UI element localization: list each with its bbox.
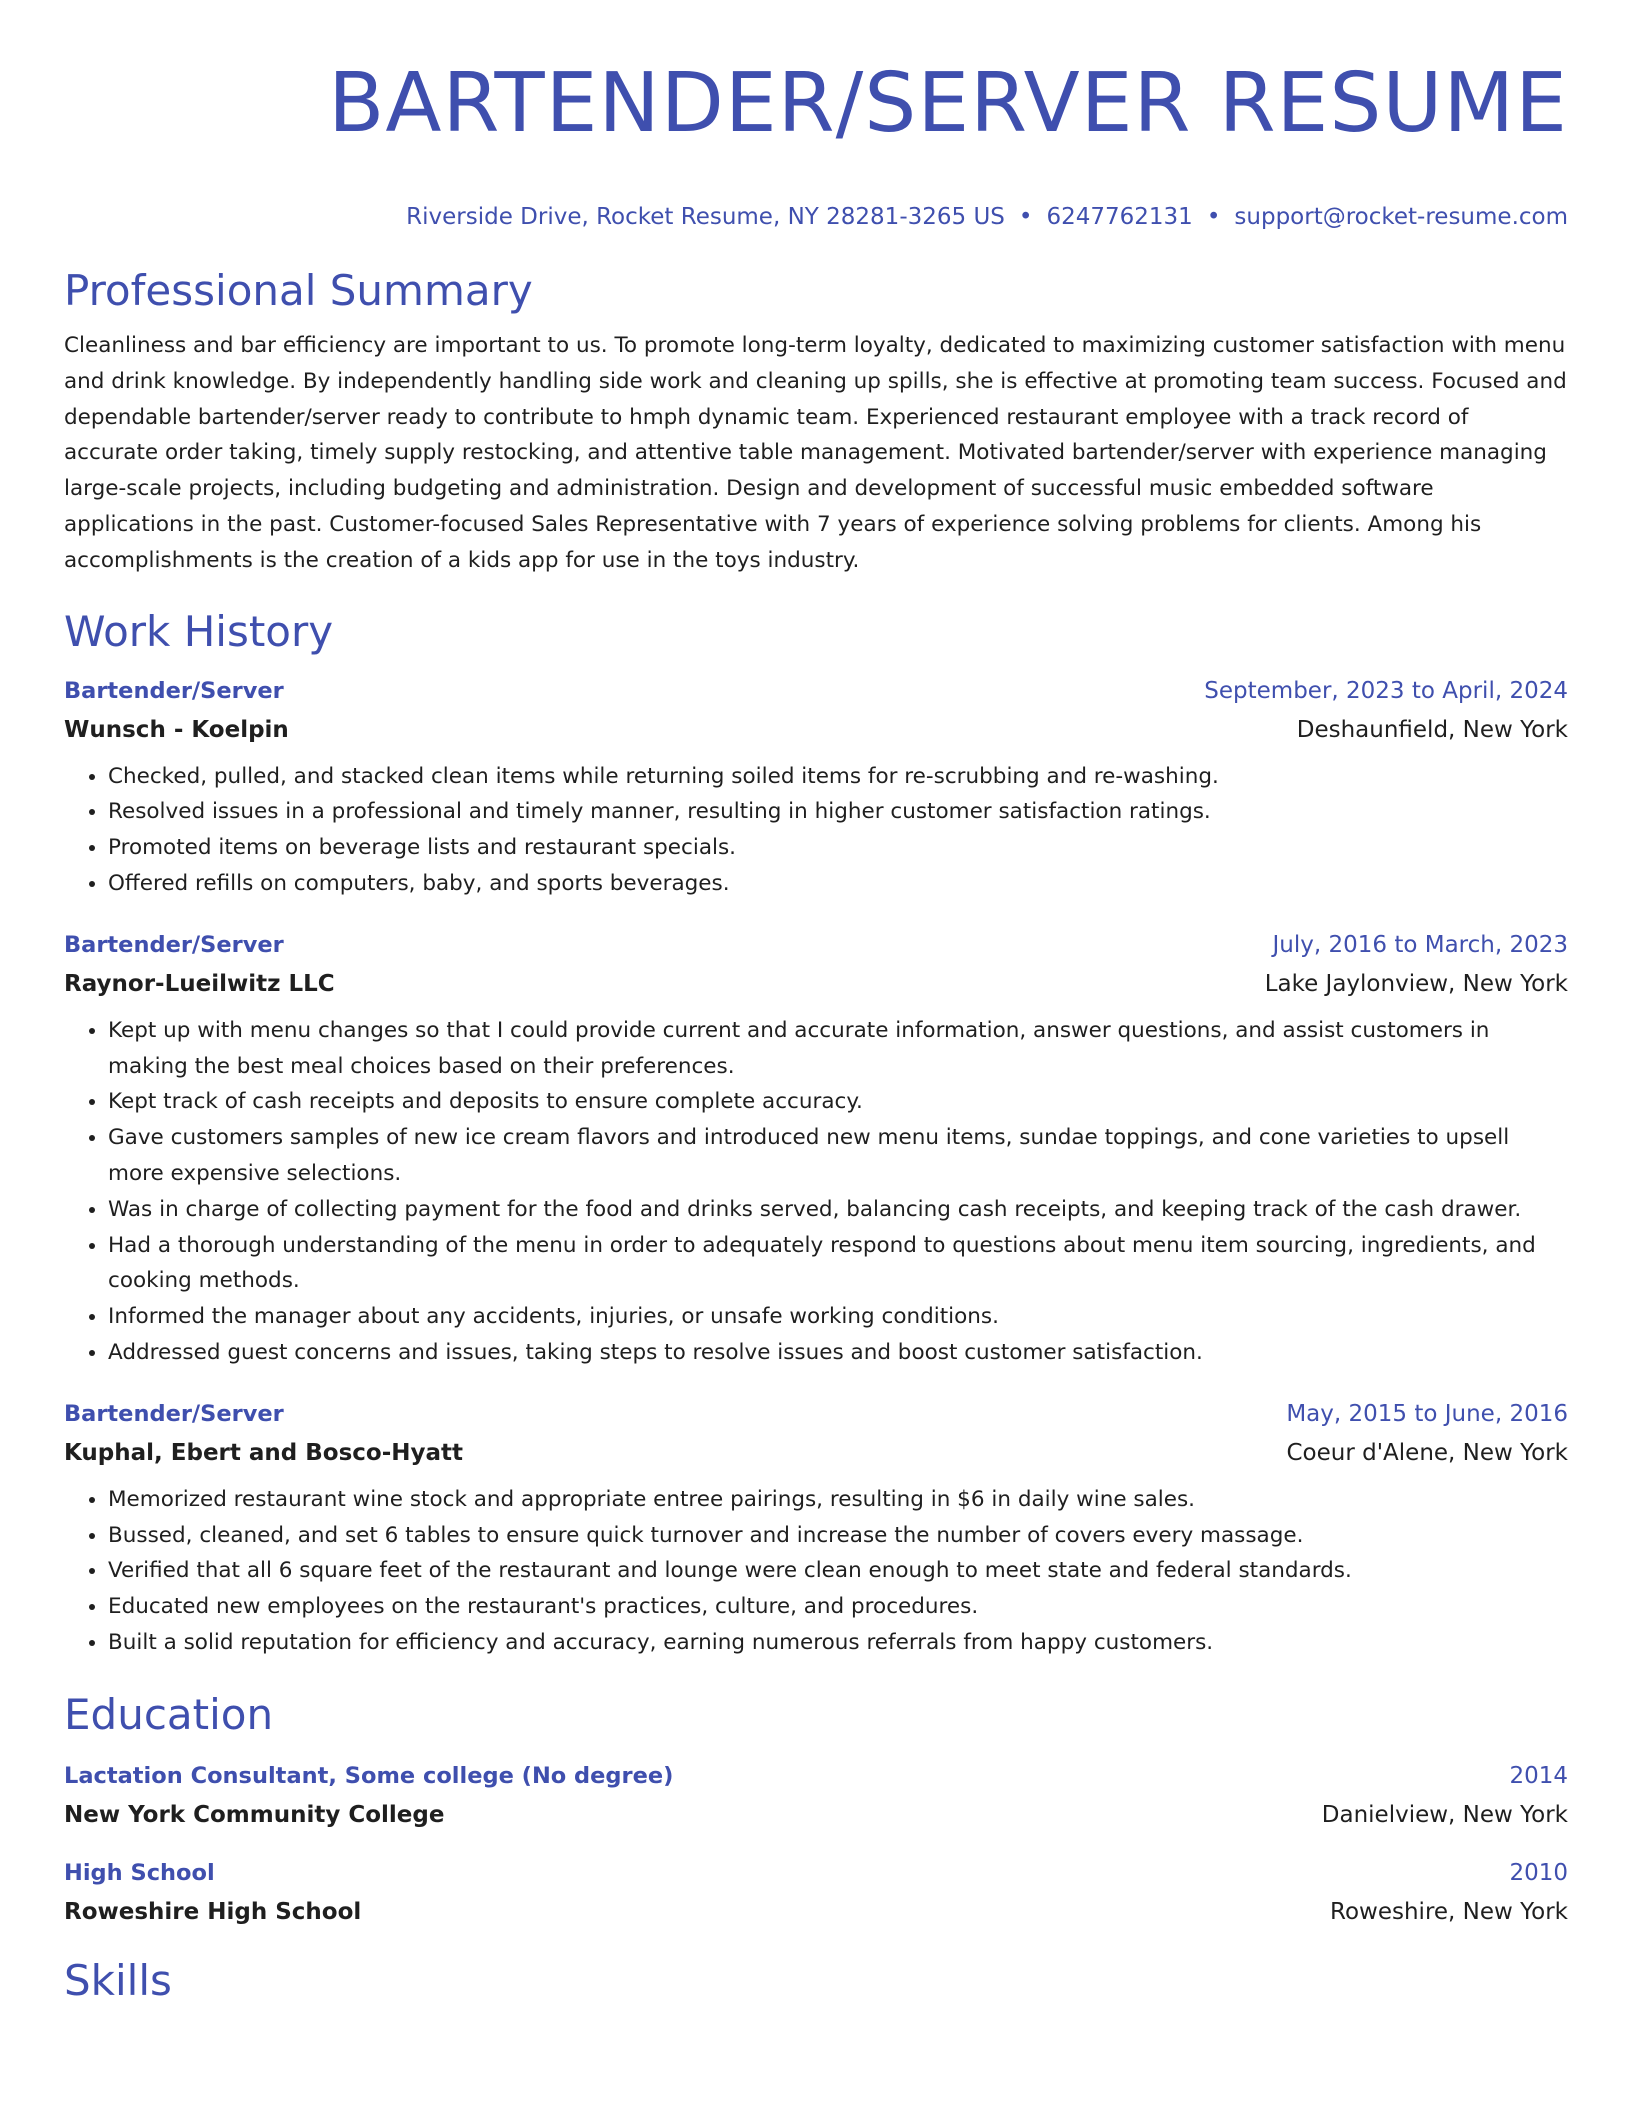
job-dates: September, 2023 to April, 2024 bbox=[1204, 677, 1568, 704]
education-entry bbox=[64, 1858, 1568, 1927]
job-bullet: • Kept track of cash receipts and deposits to ensure complete accuracy. bbox=[108, 1084, 1568, 1120]
job-bullet: • Built a solid reputation for efficiency and accuracy, earning numerous referrals from happy customers. bbox=[108, 1625, 1568, 1661]
work-history-heading: Work History bbox=[64, 606, 334, 656]
job-bullets bbox=[64, 1482, 1568, 1661]
education-entry bbox=[64, 1761, 1568, 1830]
job-bullet: • Promoted items on beverage lists and restaurant specials. bbox=[108, 830, 1568, 866]
education-degree: Lactation Consultant, Some college (No degree) bbox=[64, 1762, 674, 1789]
job-location: Deshaunfield, New York bbox=[1296, 716, 1568, 743]
education-school: Roweshire High School bbox=[64, 1898, 362, 1925]
job-header-row bbox=[64, 930, 1568, 960]
skills-heading: Skills bbox=[64, 1955, 172, 2005]
contact-line bbox=[64, 202, 1568, 232]
job-bullet: • Checked, pulled, and stacked clean items while returning soiled items for re-scrubbing and re-washing. bbox=[108, 759, 1568, 795]
education-school-row bbox=[64, 1897, 1568, 1927]
education-header-row bbox=[64, 1761, 1568, 1791]
job-bullet: • Had a thorough understanding of the menu in order to adequately respond to questions about menu item sourcing, ingredients, and cooking methods. bbox=[108, 1228, 1568, 1300]
job-employer: Wunsch - Koelpin bbox=[64, 716, 289, 743]
job-bullet: • Gave customers samples of new ice cream flavors and introduced new menu items, sundae toppings, and cone varieties to upsell more expensive selections. bbox=[108, 1120, 1568, 1192]
job-bullets bbox=[64, 1013, 1568, 1371]
job-entry bbox=[64, 676, 1568, 902]
job-bullet: • Addressed guest concerns and issues, taking steps to resolve issues and boost customer satisfaction. bbox=[108, 1335, 1568, 1371]
education-location: Danielview, New York bbox=[1321, 1801, 1568, 1828]
job-header-row bbox=[64, 676, 1568, 706]
summary-heading: Professional Summary bbox=[64, 266, 533, 315]
education-degree: High School bbox=[64, 1859, 215, 1886]
job-employer-row bbox=[64, 969, 1568, 999]
job-location: Coeur d'Alene, New York bbox=[1286, 1439, 1568, 1466]
job-bullet: • Kept up with menu changes so that I could provide current and accurate information, answer questions, and assist customers in making the best meal choices based on their preferences. bbox=[108, 1013, 1568, 1085]
job-title: Bartender/Server bbox=[64, 677, 284, 704]
job-entry bbox=[64, 1399, 1568, 1661]
job-title: Bartender/Server bbox=[64, 1400, 284, 1427]
education-school: New York Community College bbox=[64, 1801, 445, 1828]
job-employer: Raynor-Lueilwitz LLC bbox=[64, 970, 335, 997]
summary-text: Cleanliness and bar efficiency are important to us. To promote long-term loyalty, dedicated to maximizing customer satisfaction with menu and drink knowledge. By independently handling side work and cleaning up spills, she is effective at promoting team success. Focused and dependable bartender/server ready to contribute to hmph dynamic team. Experienced restaurant employee with a track record of accurate order taking, timely supply restocking, and attentive table management. Motivated bartender/server with experience managing large-scale projects, including budgeting and administration. Design and development of successful music embedded software applications in the past. Customer-focused Sales Representative with 7 years of experience solving problems for clients. Among his accomplishments is the creation of a kids app for use in the toys industry. bbox=[64, 333, 1567, 573]
contact-separator: • bbox=[1206, 204, 1221, 230]
job-bullet: • Educated new employees on the restaurant's practices, culture, and procedures. bbox=[108, 1589, 1568, 1625]
job-dates: May, 2015 to June, 2016 bbox=[1286, 1400, 1568, 1427]
job-bullet: • Was in charge of collecting payment for the food and drinks served, balancing cash receipts, and keeping track of the cash drawer. bbox=[108, 1192, 1568, 1228]
education-location: Roweshire, New York bbox=[1330, 1898, 1568, 1925]
job-bullet: • Resolved issues in a professional and timely manner, resulting in higher customer satisfaction ratings. bbox=[108, 794, 1568, 830]
job-bullets bbox=[64, 759, 1568, 902]
job-employer-row bbox=[64, 1438, 1568, 1468]
education-heading: Education bbox=[64, 1689, 274, 1739]
contact-email[interactable]: support@rocket-resume.com bbox=[1234, 204, 1568, 230]
job-employer-row bbox=[64, 715, 1568, 745]
contact-phone: 6247762131 bbox=[1046, 204, 1193, 230]
job-header-row bbox=[64, 1399, 1568, 1429]
job-bullet: • Offered refills on computers, baby, and sports beverages. bbox=[108, 866, 1568, 902]
education-header-row bbox=[64, 1858, 1568, 1888]
job-title: Bartender/Server bbox=[64, 931, 284, 958]
resume-name: BARTENDER/SERVER RESUME bbox=[328, 56, 1568, 151]
job-bullet: • Informed the manager about any accidents, injuries, or unsafe working conditions. bbox=[108, 1299, 1568, 1335]
job-bullet: • Memorized restaurant wine stock and appropriate entree pairings, resulting in $6 in daily wine sales. bbox=[108, 1482, 1568, 1518]
job-bullet: • Bussed, cleaned, and set 6 tables to ensure quick turnover and increase the number of covers every massage. bbox=[108, 1518, 1568, 1554]
education-school-row bbox=[64, 1800, 1568, 1830]
job-bullet: • Verified that all 6 square feet of the restaurant and lounge were clean enough to meet state and federal standards. bbox=[108, 1553, 1568, 1589]
job-location: Lake Jaylonview, New York bbox=[1264, 970, 1568, 997]
job-entry bbox=[64, 930, 1568, 1371]
contact-separator: • bbox=[1018, 204, 1033, 230]
education-year: 2014 bbox=[1509, 1762, 1568, 1789]
contact-address: Riverside Drive, Rocket Resume, NY 28281-3265 US bbox=[406, 204, 1005, 230]
job-employer: Kuphal, Ebert and Bosco-Hyatt bbox=[64, 1439, 464, 1466]
education-year: 2010 bbox=[1509, 1859, 1568, 1886]
job-dates: July, 2016 to March, 2023 bbox=[1272, 931, 1568, 958]
